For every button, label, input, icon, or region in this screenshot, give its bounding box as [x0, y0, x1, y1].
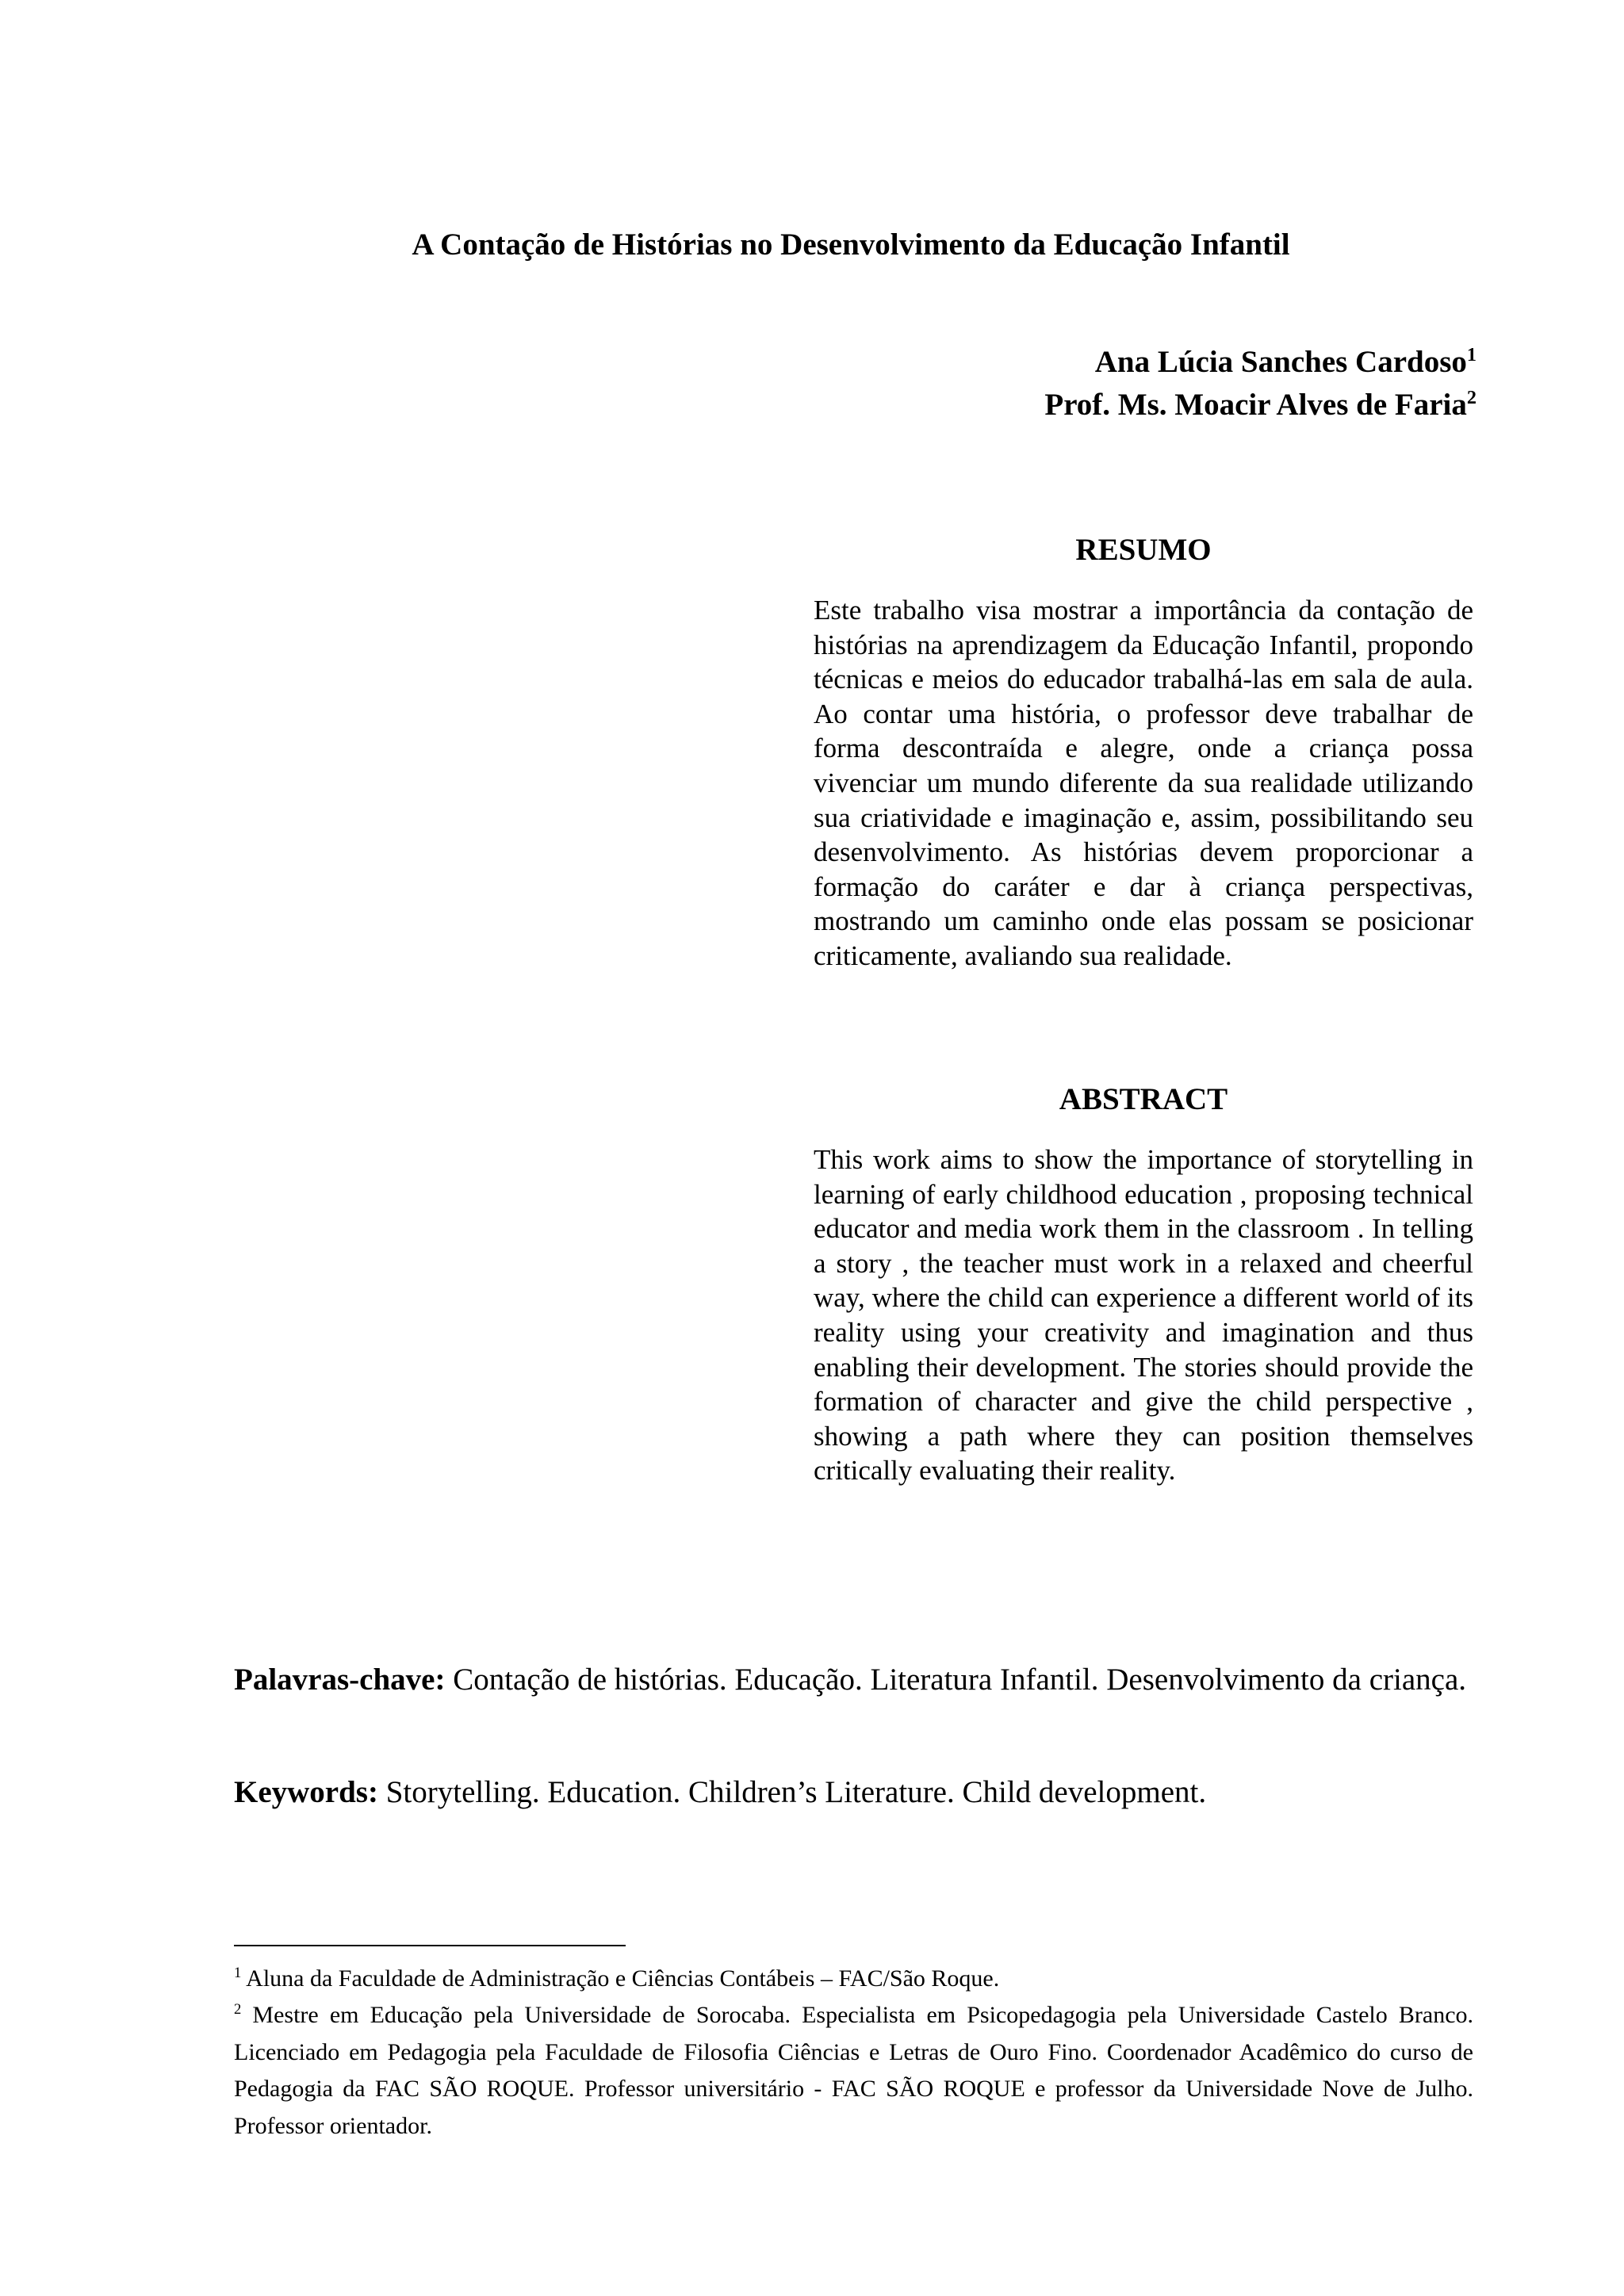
- resumo-heading: RESUMO: [1075, 533, 1212, 567]
- resumo-text: Este trabalho visa mostrar a importância da contação de histórias na aprendizagem da Educação Infantil, propondo técnicas e meios do educador trabalhá-las em sala de aula. Ao contar uma história, o professor deve trabalhar de forma descontraída e alegre, onde a criança possa vivenciar um mundo diferente da sua realidade utilizando sua criatividade e imaginação e, assim, possibilitando seu desenvolvimento. As histórias devem proporcionar a formação do caráter e dar à criança perspectivas, mostrando um caminho onde elas possam se posicionar criticamente, avaliando sua realidade.: [814, 595, 1473, 971]
- footnote-text-1: Aluna da Faculdade de Administração e Ciências Contábeis – FAC/São Roque.: [246, 1965, 1000, 1992]
- author-footnote-mark-2: 2: [1466, 387, 1477, 408]
- footnote-1: [234, 1961, 1473, 1998]
- author-footnote-mark-1: 1: [1466, 344, 1477, 365]
- footnote-divider: [234, 1945, 626, 1946]
- palavras-chave-text: Contação de histórias. Educação. Literatura Infantil. Desenvolvimento da criança.: [453, 1663, 1467, 1697]
- abstract-text: This work aims to show the importance of storytelling in learning of early childhood education , proposing technical educator and media work them in the classroom . In telling a story , the teacher must work in a relaxed and cheerful way, where the child can experience a different world of its reality using your creativity and imagination and thus enabling their development. The stories should provide the formation of character and give the child perspective , showing a path where they can position themselves critically evaluating their reality.: [814, 1144, 1473, 1487]
- author-name-2: Prof. Ms. Moacir Alves de Faria: [1044, 388, 1467, 422]
- resumo-section: [814, 532, 1473, 974]
- author-name-1: Ana Lúcia Sanches Cardoso: [1094, 345, 1467, 379]
- footnote-2: [234, 1997, 1473, 2145]
- palavras-chave: [234, 1661, 1473, 1699]
- keywords: [234, 1774, 1473, 1812]
- footnote-text-2: Mestre em Educação pela Universidade de Sorocaba. Especialista em Psicopedagogia pela Universidade Castelo Branco. Licenciado em Pedagogia pela Faculdade de Filosofia Ciências e Letras de Ouro Fino. Coordenador Acadêmico do curso de Pedagogia da FAC SÃO ROQUE. Professor universitário - FAC SÃO ROQUE e professor da Universidade Nove de Julho. Professor orientador.: [234, 2002, 1474, 2139]
- palavras-chave-label: Palavras-chave:: [234, 1663, 446, 1697]
- author-line-1: [1044, 341, 1477, 384]
- footnote-mark-1: 1: [234, 1965, 242, 1981]
- abstract-section: [814, 1081, 1473, 1488]
- abstract-heading: ABSTRACT: [1059, 1082, 1228, 1116]
- page-title: A Contação de Histórias no Desenvolvimento da Educação Infantil: [412, 228, 1290, 262]
- footnote-mark-2: 2: [234, 2001, 242, 2018]
- author-list: [1044, 341, 1477, 427]
- keywords-label: Keywords:: [234, 1775, 378, 1809]
- keywords-text: Storytelling. Education. Children’s Literature. Child development.: [385, 1775, 1207, 1809]
- author-line-2: [1044, 384, 1477, 427]
